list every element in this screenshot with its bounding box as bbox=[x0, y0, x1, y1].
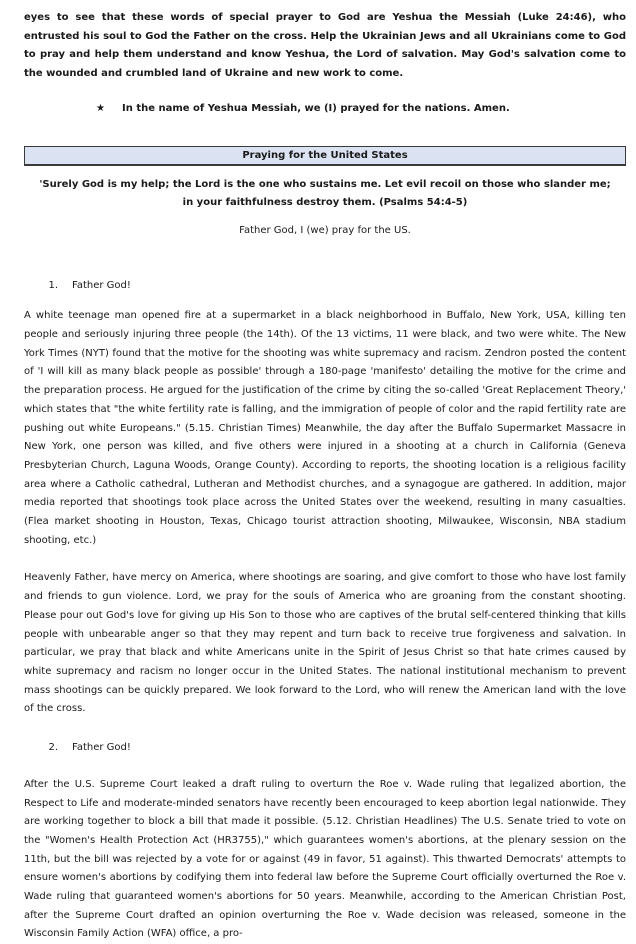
star-bullet-icon: ★ bbox=[96, 102, 105, 114]
numbered-heading-1 bbox=[24, 277, 626, 296]
intro-paragraph: eyes to see that these words of special prayer to God are Yeshua the Messiah (Luke 24:46), who entrusted his soul to God the Father on the cross. Help the Ukrainian Jews and all Ukrainians come to God to pray and help them understand and know Yeshua, the Lord of salvation. May God's salvation come to the wounded and crumbled land of Ukraine and new work to come. bbox=[24, 12, 626, 80]
prayer-closing-line bbox=[24, 100, 626, 119]
item-number: 1. bbox=[48, 279, 58, 291]
prayer-closing-text: In the name of Yeshua Messiah, we (I) prayed for the nations. Amen. bbox=[122, 102, 510, 114]
scripture-verse: 'Surely God is my help; the Lord is the one who sustains me. Let evil recoil on those who slander me; in your faithfulness destroy them. (Psalms 54:4-5) bbox=[39, 178, 611, 209]
document-page bbox=[24, 0, 626, 944]
item-2-paragraph-1: After the U.S. Supreme Court leaked a draft ruling to overturn the Roe v. Wade ruling that legalized abortion, the Respect to Life and moderate-minded senators have recently been encouraged to keep abortion legal nationwide. They are working together to block a bill that made it possible. (5.12. Christian Headlines) The U.S. Senate tried to vote on the "Women's Health Protection Act (HR3755)," which guarantees women's abortions, at the plenary session on the 11th, but the bill was rejected by a vote for or against (49 in favor, 51 against). This thwarted Democrats' attempts to ensure women's abortions by codifying them into federal law before the Supreme Court officially overturned the Roe v. Wade ruling that guaranteed women's abortions for 50 years. Meanwhile, according to the American Christian Post, after the Supreme Court drafted an opinion overturning the Roe v. Wade decision was released, someone in the Wisconsin Family Action (WFA) office, a pro- bbox=[24, 778, 626, 940]
section-title: Praying for the United States bbox=[24, 146, 626, 166]
numbered-heading-2 bbox=[24, 739, 626, 758]
item-heading: Father God! bbox=[72, 742, 131, 754]
item-1-paragraph-2: Heavenly Father, have mercy on America, where shootings are soaring, and give comfort to those who have lost family and friends to gun violence. Lord, we pray for the souls of America who are groaning from the constant shooting. Please pour out God's love for giving up His Son to those who are captives of the brutal self-centered thinking that kills people with unbearable anger so that they may repent and turn back to receive true forgiveness and salvation. In particular, we pray that black and white Americans unite in the Spirit of Jesus Christ so that hate crimes caused by white supremacy and racism no longer occur in the United States. The national institutional mechanism to prevent mass shootings can be quickly prepared. We look forward to the Lord, who will renew the American land with the love of the cross. bbox=[24, 572, 626, 715]
item-heading: Father God! bbox=[72, 279, 131, 291]
item-1-paragraph-1: A white teenage man opened fire at a supermarket in a black neighborhood in Buffalo, New York, USA, killing ten people and seriously injuring three people (the 14th). Of the 13 victims, 11 were black, and two were white. The New York Times (NYT) found that the motive for the shooting was white supremacy and racism. Zendron posted the content of 'I will kill as many black people as possible' through a 180-page 'manifesto' detailing the motive for the crime and the preparation process. He argued for the justification of the crime by citing the so-called 'Great Replacement Theory,' which states that "the white fertility rate is falling, and the immigration of people of color and the rapid fertility rate are pushing out white Europeans." (5.15. Christian Times) Meanwhile, the day after the Buffalo Supermarket Massacre in New York, one person was killed, and five others were injured in a shooting at a church in California (Geneva Presbyterian Church, Laguna Woods, Orange County). According to reports, the shooting location is a religious facility area where a Catholic cathedral, Lutheran and Methodist churches, and a synagogue are gathered. In addition, major media reported that shootings took place across the United States over the weekend, resulting in many casualties. (Flea market shooting in Houston, Texas, Chicago tourist attraction shooting, Milwaukee, Wisconsin, NBA stadium shooting, etc.) bbox=[24, 310, 626, 546]
opening-line: Father God, I (we) pray for the US. bbox=[239, 224, 411, 236]
item-number: 2. bbox=[48, 742, 58, 754]
